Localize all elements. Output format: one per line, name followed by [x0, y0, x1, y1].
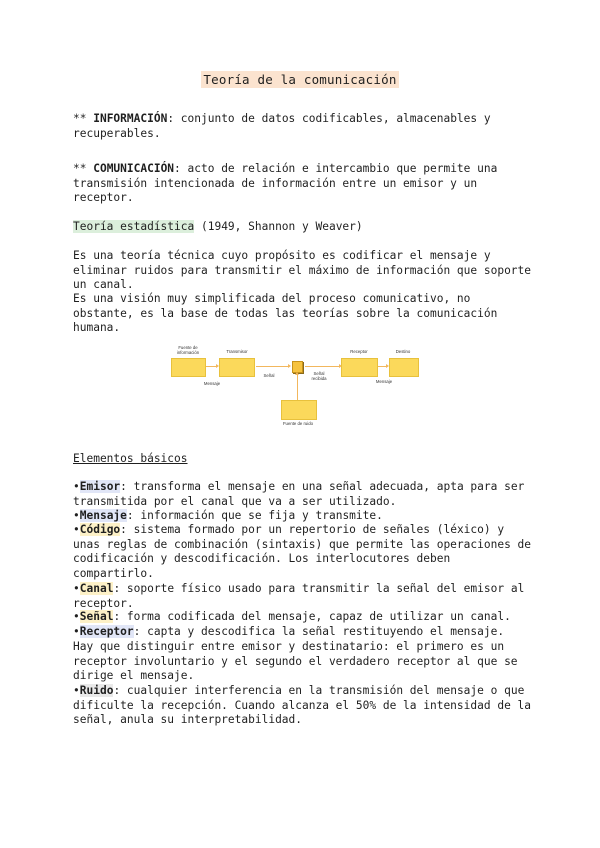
receptor-note: Hay que distinguir entre emisor y destinatario: el primero es un receptor involuntario y el segundo el verdadero receptor al que se dirige el mensaje. — [73, 640, 518, 683]
element-term-receptor: Receptor — [79, 625, 134, 638]
source-box — [171, 358, 206, 377]
statistical-theory-heading: Teoría estadística (1949, Shannon y Weaver) — [73, 220, 363, 233]
arrow-receiver-destination — [378, 366, 386, 367]
element-emisor: •Emisor: transforma el mensaje en una señal adecuada, apta para ser transmitida por el canal que va a ser utilizado. — [73, 480, 525, 508]
message-label-left: Mensaje — [203, 381, 221, 386]
received-signal-label: Señal recibida — [311, 371, 327, 381]
communication-definition: ** COMUNICACIÓN: acto de relación e intercambio que permite una transmisión intencionada de información entre un emisor y un receptor. — [73, 162, 498, 205]
destination-box — [389, 358, 419, 377]
element-term-codigo: Código — [79, 523, 121, 536]
arrow-noise-channel — [297, 375, 298, 400]
statistical-theory-paragraph-1: Es una teoría técnica cuyo propósito es codificar el mensaje y eliminar ruidos para transmitir el máximo de información que soporte un canal. — [73, 249, 532, 292]
transmitter-box — [219, 358, 255, 377]
element-term-ruido: Ruido — [79, 684, 114, 697]
noise-label: Fuente de ruido — [282, 421, 314, 426]
element-codigo: •Código: sistema formado por un repertorio de señales (léxico) y unas reglas de combinación (sintaxis) que permite las operaciones de codificación y descodificación. Los interlocutores deben compartirlo. — [73, 523, 532, 580]
statistical-theory-paragraph-2: Es una visión muy simplificada del proceso comunicativo, no obstante, es la base de todas las teorías sobre la comunicación humana. — [73, 292, 498, 335]
element-term-mensaje: Mensaje — [79, 509, 127, 522]
element-receptor: •Receptor: capta y descodifica la señal restituyendo el mensaje. — [73, 625, 505, 638]
information-term: INFORMACIÓN — [93, 112, 168, 125]
receiver-label: Receptor — [350, 349, 368, 354]
basic-elements-heading: Elementos básicos — [73, 452, 188, 465]
arrow-source-transmitter — [206, 366, 216, 367]
destination-label: Destino — [395, 349, 411, 354]
arrow-channel-receiver — [305, 366, 339, 367]
element-mensaje: •Mensaje: información que se fija y transmite. — [73, 509, 383, 522]
transmitter-label: Transmisor — [226, 349, 248, 354]
source-label: Fuente de información — [176, 345, 200, 355]
signal-label: Señal — [263, 373, 275, 378]
communication-term: COMUNICACIÓN — [93, 162, 175, 175]
arrow-transmitter-channel — [256, 366, 288, 367]
receiver-box — [341, 358, 378, 377]
page-title: Teoría de la comunicación — [203, 72, 397, 87]
element-term-senal: Señal — [79, 610, 114, 623]
element-ruido: •Ruido: cualquier interferencia en la transmisión del mensaje o que dificulte la recepción. Cuando alcanza el 50% de la intensidad de la señal, anula su interpretabilidad. — [73, 684, 532, 727]
information-definition: ** INFORMACIÓN: conjunto de datos codificables, almacenables y recuperables. — [73, 112, 491, 140]
element-term-emisor: Emisor — [79, 480, 121, 493]
element-senal: •Señal: forma codificada del mensaje, capaz de utilizar un canal. — [73, 610, 511, 623]
element-term-canal: Canal — [79, 582, 114, 595]
element-canal: •Canal: soporte físico usado para transmitir la señal del emisor al receptor. — [73, 582, 525, 610]
noise-box — [281, 400, 317, 420]
message-label-right: Mensaje — [375, 379, 393, 384]
statistical-theory-term: Teoría estadística — [73, 220, 195, 233]
communication-model-diagram — [168, 342, 418, 428]
